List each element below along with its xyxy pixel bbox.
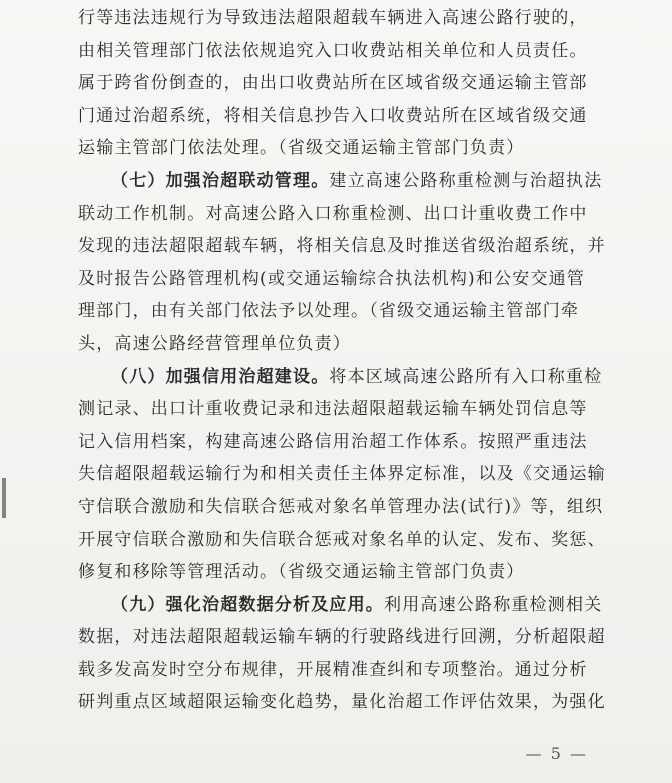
text-line: 由相关管理部门依法依规追究入口收费站相关单位和人员责任。: [78, 40, 588, 61]
text-line: 载多发高发时空分布规律，开展精准查纠和专项整治。通过分析: [78, 659, 588, 680]
text-line: 守信联合激励和失信联合惩戒对象名单管理办法(试行)》等，组织: [78, 496, 604, 517]
paragraph-9-heading: （九）强化治超数据分析及应用。: [111, 594, 384, 615]
paragraph-7-text: 建立高速公路称重检测与治超执法: [329, 170, 603, 191]
paragraph-8-text: 将本区域高速公路所有入口称重检: [329, 366, 603, 387]
text-line: 及时报告公路管理机构(或交通运输综合执法机构)和公安交通管: [78, 268, 586, 289]
text-line: 头，高速公路经营管理单位负责）: [78, 333, 351, 354]
text-line: 联动工作机制。对高速公路入口称重检测、出口计重收费工作中: [78, 203, 588, 224]
text-line: 研判重点区域超限运输变化趋势，量化治超工作评估效果，为强化: [78, 692, 606, 713]
scan-edge-mark: [2, 478, 6, 518]
text-line: 失信超限超载运输行为和相关责任主体界定标准，以及《交通运输: [78, 464, 606, 485]
text-line: 门通过治超系统，将相关信息抄告入口收费站所在区域省级交通: [78, 105, 588, 126]
text-line: 修复和移除等管理活动。（省级交通运输主管部门负责）: [78, 562, 525, 583]
text-line: 记入信用档案，构建高速公路信用治超工作体系。按照严重违法: [78, 431, 588, 452]
paragraph-9-text: 利用高速公路称重检测相关: [384, 594, 603, 615]
paragraph-9-first-line: [78, 589, 618, 622]
paragraph-8-first-line: [78, 361, 618, 394]
text-line: 行等违法违规行为导致违法超限超载车辆进入高速公路行驶的，: [78, 8, 588, 28]
text-line: 发现的违法超限超载车辆，将相关信息及时推送省级治超系统，并: [78, 236, 606, 257]
text-line: 运输主管部门依法处理。（省级交通运输主管部门负责）: [78, 138, 525, 159]
text-line: 开展守信联合激励和失信联合惩戒对象名单的认定、发布、奖惩、: [78, 529, 606, 550]
text-line: 数据，对违法超限超载运输车辆的行驶路线进行回溯，分析超限超: [78, 627, 606, 648]
page-number: — 5 —: [525, 744, 588, 763]
text-line: 属于跨省份倒查的，由出口收费站所在区域省级交通运输主管部: [78, 73, 588, 94]
paragraph-7-heading: （七）加强治超联动管理。: [111, 170, 330, 191]
paragraph-7-first-line: [78, 165, 618, 198]
text-line: 理部门，由有关部门依法予以处理。（省级交通运输主管部门牵: [78, 301, 580, 322]
text-line: 测记录、出口计重收费记录和违法超限超载运输车辆处罚信息等: [78, 399, 588, 420]
paragraph-8-heading: （八）加强信用治超建设。: [111, 366, 330, 387]
body-text: [78, 2, 618, 719]
